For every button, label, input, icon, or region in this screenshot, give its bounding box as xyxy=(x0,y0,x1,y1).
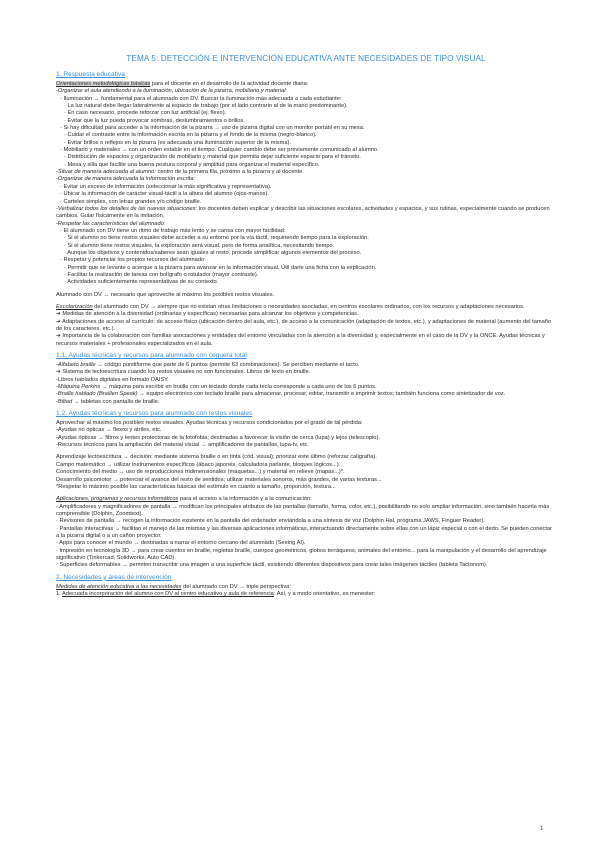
text-line: · Evitar que la luz pueda provocar sombras, deslumbramientos o brillos. xyxy=(64,117,245,124)
text-line: · Si el alumno no tiene restos visuales debe acceder a su entorno por la vía táctil, requiriendo tiempo para la exploración. xyxy=(64,235,369,242)
text-line: · En caso necesario, procede reforzar con luz artificial (ej. flexo). xyxy=(64,110,227,117)
text-line: -Máquina Perkins → máquina para escribir en braille con un teclado donde cada tecla corresponde a cada uno de los 6 puntos. xyxy=(56,384,377,391)
text-line: Escolarización del alumnado con DV → siempre que no existan otras limitaciones o necesidades asociadas, en centros escolares ordinarios, con los recursos y adaptaciones necesarios. xyxy=(56,303,525,310)
page-number: 1 xyxy=(540,826,544,832)
text-line: · Si hay dificultad para acceder a la información de la pizarra → uso de pizarra digital con un monitor portátil en su mesa. xyxy=(60,125,365,132)
text-line: · Superficies deformables → permiten transcribir una imagen a una superficie táctil, existiendo diferentes dispositivos para crear tales imágenes táctiles (tableta Tactonom). xyxy=(56,562,488,569)
text-line: Desarrollo psicomotor → potenciar el avance del resto de sentidos; utilizar materiales sonoros, más grandes, de varias texturas... xyxy=(56,476,382,483)
text-line: 1. Adecuada incorporación del alumno con DV al centro educativo y aula de referencia: Así, y a modo orientativo, es menester: xyxy=(56,590,376,597)
text-line: · Revisores de pantalla → recogen la información existente en la pantalla del ordenador enviándola a una síntesis de voz (Dolphin Hal, programa JAWS, Finguer Reader). xyxy=(56,518,485,525)
text-line: · Mesa y silla que facilite una buena postura corporal y amplitud para organizar el material específico. xyxy=(64,161,320,168)
text-line: · Ubicar la información de carácter visual-táctil a la altura del alumno (ojos-manos). xyxy=(60,191,269,198)
text-line: · Amplificadores y magnificadores de pantalla → modifican los principales atributos de las pantallas (tamaño, forma, color, etc.), posibilitando no solo ampliar información, sino también hacerla más comprensible (Dolphin, Zoomtext). xyxy=(56,503,550,517)
text-line: -Verbalizar todos los detalles de las nuevas situaciones: los docentes deben explicar y describir las situaciones escolares, actividades y espacios, y sus rutinas, especialmente cuando se producen cambios. Guiar físicamente en la imitación. xyxy=(56,205,550,220)
text-line: -Ayudas no ópticas → flexos y atriles, etc. xyxy=(56,427,162,434)
text-line: -Libros hablados digitales en formato DAISY. xyxy=(56,376,169,383)
highlighted-term: Orientaciones metodológicas básicas xyxy=(56,81,151,87)
text-line: · Iluminación → fundamental para el alumnado con DV. Buscar la iluminación más adecuada a cada estudiante: xyxy=(60,95,342,102)
text-line: -Organizar el aula atendiendo a la iluminación, ubicación de la pizarra, mobiliario y material: xyxy=(56,88,288,95)
text-line: Aprovechar al máximo los posibles restos visuales. Ayudas técnicas y recursos condicionados por el grado de tal pérdida: xyxy=(56,420,363,427)
text-line: · Carteles simples, con letras grandes y/o código braille. xyxy=(60,198,202,205)
text-line: · Evitar brillos o reflejos en la pizarra (es adecuada una iluminación superior de la misma). xyxy=(64,139,291,146)
text-line: -Biltad → tabletas con pantalla de braille. xyxy=(56,398,160,405)
text-line: ➔ Medidas de atención a la diversidad (ordinarias y específicas) necesarias para alcanzar los objetivos y competencias. xyxy=(56,311,359,318)
text-line: -Ayudas ópticas → filtros y lentes protectoras de la fotofobia; destinadas a favorecer la visión de cerca (lupa) y lejos (telescopio). xyxy=(56,434,380,441)
text-line: -Organizar de manera adecuada la información escrita: xyxy=(56,176,196,183)
text-line: · Actividades suficientemente representativas de su contexto. xyxy=(64,279,219,286)
text-line: -Recursos técnicos para la ampliación del material visual → amplificadores de pantallas, lupa-tv, etc. xyxy=(56,442,310,449)
text-line: Campo matemático → utilizar instrumentos específicos (ábaco japonés, calculadora parlante, bloques lógicos...). xyxy=(56,461,341,468)
text-line: Aprendizaje lectoescritura → decisión: mediante sistema braille o en tinta (cód. visual); priorizar este último (reforzar caligrafía). xyxy=(56,454,377,461)
text-line: *Respetar lo máximo posible las características básicas del estímulo en cuanto a tamaño, proporción, textura... xyxy=(56,483,336,490)
text-line: · Si el alumno tiene restos visuales, la exploración será visual, pero de forma analítica, necesitando tiempo. xyxy=(64,242,335,249)
text-line: ➔ Importancia de la colaboración con familias asociaciones y entidades del entorno vinculadas con la atención a la diversidad y, especialmente en el caso de la DV y la ONCE. Ayudas técnicas y recursos materiales + profesionales especializados en el aula. xyxy=(56,333,545,347)
document-page xyxy=(56,54,556,598)
text-line: · Facilitar la realización de tareas con bolígrafo o rotulador (mayor contraste). xyxy=(64,271,259,278)
text-line: · Respetar y potenciar los propios recursos del alumnado: xyxy=(60,257,206,264)
text-line: · Impresión en tecnología 3D → para crear cuentos en braille, regletas braille, cuerpos geométricos, globos terráqueos, animales del entorno... para la manipulación y el desarrollo del aprendizaje significativo (Tinkercad, Solidworks, Auto CAD). xyxy=(56,547,547,561)
text-line: -Situar de manera adecuada al alumno: centro de la primera fila, próximo a la pizarra y al docente. xyxy=(56,169,304,176)
text-line: Orientaciones metodológicas básicas para el docente en el desarrollo de la actividad docente diaria: xyxy=(56,81,309,87)
text-line: · Apps para conocer el mundo → destinadas a narrar el entorno cercano del alumnado (Seeing AI). xyxy=(56,540,306,547)
page-title: TEMA 5: DETECCIÓN E INTERVENCIÓN EDUCATIVA ANTE NECESIDADES DE TIPO VISUAL xyxy=(126,54,486,63)
text-line: · Aunque los objetivos y contenidos/saberes sean iguales al resto, procede simplificar algunos elementos del proceso. xyxy=(64,249,362,256)
text-line: -Respetar las características del alumnado: xyxy=(56,220,166,227)
section-heading: 1.1. Ayudas técnicas y recursos para alumnado con ceguera total xyxy=(56,352,247,360)
text-line: · Cuidar el contraste entre la información escrita en la pizarra y el fondo de la misma (negro-blanco). xyxy=(64,132,317,139)
text-line: Alumnado con DV → necesario que aproveche al máximo los posibles restos visuales. xyxy=(56,291,275,298)
text-line: -Alfabeto braille → código punitiforme que parte de 6 puntos (permite 63 combinaciones). Se perciben mediante el tacto. xyxy=(56,362,360,369)
text-line: · Mobiliario y materiales → con un orden estable en el tiempo. Cualquier cambio debe ser previamente comunicado al alumno. xyxy=(60,147,379,154)
section-heading: 1. Respuesta educativa xyxy=(56,71,125,78)
text-line: · Pantallas interactivas → facilitan el manejo de las mismas y las diversas aplicaciones informáticas, interactuando directamente sobre ellas con un lápiz especial o con el dedo. Se pueden conectar a la pizarra digital o a un cañón proyector. xyxy=(56,525,553,539)
text-line: Aplicaciones, programas y recursos informáticos para el acceso a la información y a la comunicación: xyxy=(56,496,312,503)
text-line: ➔ Sistema de lectoescritura cuando los restos visuales no son funcionales. Libros de texto en braille. xyxy=(56,369,311,376)
text-line: ➔ Adaptaciones de acceso al currículo: de acceso físico (ubicación dentro del aula, etc.), de acceso a la comunicación (adaptación de textos, etc.), y adaptaciones de material (aumento del tamaño de los caracteres, etc.). xyxy=(56,318,552,332)
text-line: · El alumnado con DV tiene un ritmo de trabajo más lento y se cansa con mayor facilidad: xyxy=(60,227,286,234)
section-heading: 1.2. Ayudas técnicas y recursos para alumnado con restos visuales xyxy=(56,410,253,418)
text-line: · La luz natural debe llegar lateralmente al espacio de trabajo (por el lado contrario al de la mano predominante). xyxy=(64,103,348,110)
text-line: · Permitir que se levante o acerque a la pizarra para avanzar en la información visual. Útil darle una ficha con la explicación. xyxy=(64,264,377,271)
section-heading: 2. Necesidades y áreas de intervención xyxy=(56,573,172,581)
text-line: · Distribución de espacios y organización de mobiliario y material que permita dejar suficiente espacio para el tránsito. xyxy=(64,154,361,161)
text-line: -Braille hablado (Braillen Speak) → equipo electrónico con teclado braille para almacenar, procesar, editar, transmitir e imprimir textos; también funciona como sintetizador de voz. xyxy=(56,391,506,398)
text-line: Medidas de atención educativa a las necesidades del alumnado con DV → triple perspectiva: xyxy=(56,583,291,590)
text-line: Conocimiento del medio → uso de reproducciones tridimensionales (maquetas...) y material en relieve (mapas...)*. xyxy=(56,469,345,476)
text-line: · Evitar un exceso de información (seleccionar la más significativa y representativa). xyxy=(60,183,272,190)
